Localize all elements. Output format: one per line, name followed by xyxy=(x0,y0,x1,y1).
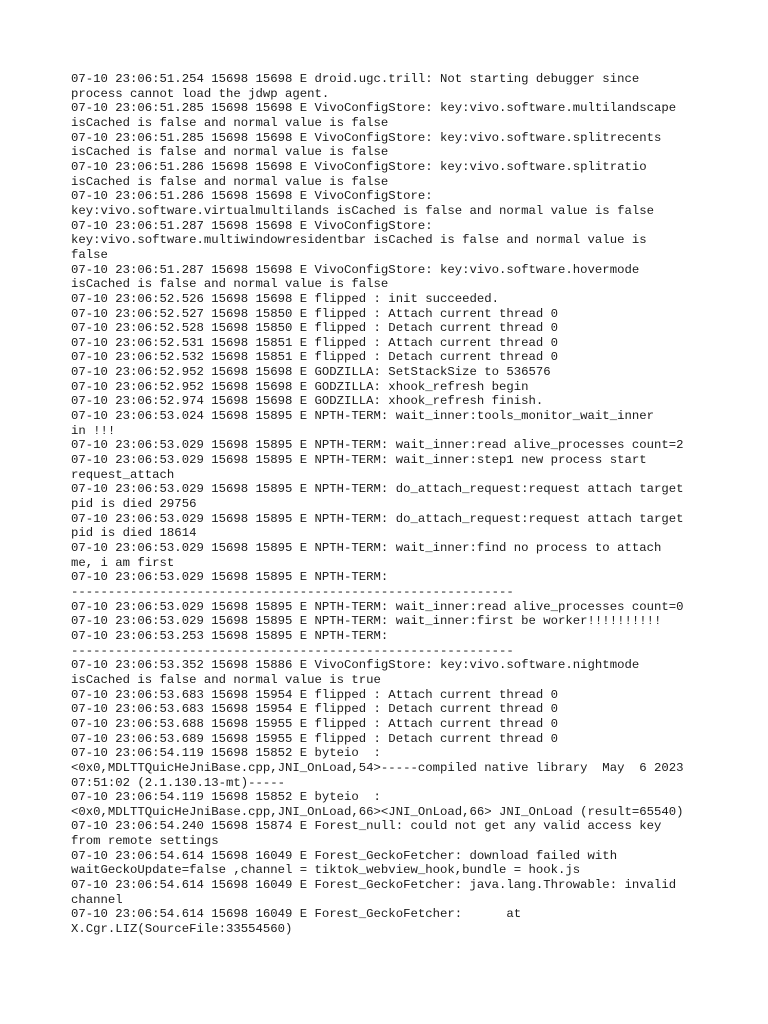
log-output xyxy=(71,72,711,937)
log-line: key:vivo.software.multiwindowresidentbar isCached is false and normal value is xyxy=(71,233,647,248)
log-line: 07-10 23:06:53.029 15698 15895 E NPTH-TERM: xyxy=(71,570,389,585)
log-line: 07-10 23:06:52.531 15698 15851 E flipped : Attach current thread 0 xyxy=(71,335,559,350)
log-line: <0x0,MDLTTQuicHeJniBase.cpp,JNI_OnLoad,66><JNI_OnLoad,66> JNI_OnLoad (result=65540) xyxy=(71,804,684,819)
log-line: 07-10 23:06:53.029 15698 15895 E NPTH-TERM: wait_inner:read alive_processes count=0 xyxy=(71,599,684,614)
log-line: ------------------------------------------------------------ xyxy=(71,643,514,658)
log-line: isCached is false and normal value is false xyxy=(71,145,389,160)
log-line: 07-10 23:06:54.119 15698 15852 E byteio : xyxy=(71,790,381,805)
log-line: 07-10 23:06:51.287 15698 15698 E VivoConfigStore: key:vivo.software.hovermode xyxy=(71,262,640,277)
log-line: 07-10 23:06:51.286 15698 15698 E VivoConfigStore: key:vivo.software.splitratio xyxy=(71,159,647,174)
log-line: 07-10 23:06:53.689 15698 15955 E flipped : Detach current thread 0 xyxy=(71,731,559,746)
log-line: 07-10 23:06:53.029 15698 15895 E NPTH-TERM: do_attach_request:request attach target xyxy=(71,482,684,497)
log-line: 07-10 23:06:53.029 15698 15895 E NPTH-TERM: wait_inner:read alive_processes count=2 xyxy=(71,438,684,453)
log-line: isCached is false and normal value is false xyxy=(71,115,389,130)
log-line: in !!! xyxy=(71,423,116,438)
log-line: request_attach xyxy=(71,467,175,482)
log-line: 07-10 23:06:53.029 15698 15895 E NPTH-TERM: wait_inner:step1 new process start xyxy=(71,453,647,468)
log-line: 07-10 23:06:52.526 15698 15698 E flipped : init succeeded. xyxy=(71,291,500,306)
log-line: <0x0,MDLTTQuicHeJniBase.cpp,JNI_OnLoad,54>-----compiled native library May 6 2023 xyxy=(71,760,684,775)
log-line: ------------------------------------------------------------ xyxy=(71,584,514,599)
log-line: 07-10 23:06:51.285 15698 15698 E VivoConfigStore: key:vivo.software.multilandscape xyxy=(71,101,677,116)
log-line: 07-10 23:06:51.286 15698 15698 E VivoConfigStore: xyxy=(71,189,433,204)
log-line: 07-10 23:06:53.029 15698 15895 E NPTH-TERM: wait_inner:find no process to attach xyxy=(71,541,662,555)
log-line: 07-10 23:06:54.614 15698 16049 E Forest_GeckoFetcher: download failed with xyxy=(71,848,618,863)
log-line: 07-10 23:06:54.240 15698 15874 E Forest_null: could not get any valid access key xyxy=(71,819,662,834)
log-line: process cannot load the jdwp agent. xyxy=(71,86,330,101)
log-line: isCached is false and normal value is false xyxy=(71,174,389,189)
log-line: false xyxy=(71,247,108,262)
log-line: 07-10 23:06:52.532 15698 15851 E flipped : Detach current thread 0 xyxy=(71,350,559,365)
log-line: 07-10 23:06:54.614 15698 16049 E Forest_GeckoFetcher: at xyxy=(71,907,522,922)
log-line: key:vivo.software.virtualmultilands isCached is false and normal value is false xyxy=(71,203,654,218)
log-line: 07-10 23:06:52.527 15698 15850 E flipped : Attach current thread 0 xyxy=(71,306,559,321)
log-line: 07-10 23:06:54.614 15698 16049 E Forest_GeckoFetcher: java.lang.Throwable: invalid xyxy=(71,878,677,893)
log-line: 07-10 23:06:53.253 15698 15895 E NPTH-TERM: xyxy=(71,628,389,643)
log-line: 07-10 23:06:52.528 15698 15850 E flipped : Detach current thread 0 xyxy=(71,321,559,336)
log-line: 07-10 23:06:53.683 15698 15954 E flipped : Attach current thread 0 xyxy=(71,687,559,702)
log-line: 07-10 23:06:51.287 15698 15698 E VivoConfigStore: xyxy=(71,218,433,233)
log-line: me, i am first xyxy=(71,555,175,570)
log-line: waitGeckoUpdate=false ,channel = tiktok_webview_hook,bundle = hook.js xyxy=(71,863,581,878)
log-line: 07-10 23:06:53.024 15698 15895 E NPTH-TERM: wait_inner:tools_monitor_wait_inner xyxy=(71,409,654,424)
log-line: 07:51:02 (2.1.130.13-mt)----- xyxy=(71,775,286,790)
log-line: isCached is false and normal value is false xyxy=(71,277,389,292)
log-line: 07-10 23:06:53.683 15698 15954 E flipped : Detach current thread 0 xyxy=(71,702,559,717)
log-line: 07-10 23:06:53.688 15698 15955 E flipped : Attach current thread 0 xyxy=(71,716,559,731)
log-line: 07-10 23:06:53.352 15698 15886 E VivoConfigStore: key:vivo.software.nightmode xyxy=(71,658,640,673)
log-line: 07-10 23:06:51.254 15698 15698 E droid.ugc.trill: Not starting debugger since xyxy=(71,72,640,86)
log-line: isCached is false and normal value is true xyxy=(71,672,381,687)
log-line: channel xyxy=(71,892,123,907)
log-line: X.Cgr.LIZ(SourceFile:33554560) xyxy=(71,922,293,937)
log-line: 07-10 23:06:52.952 15698 15698 E GODZILLA: SetStackSize to 536576 xyxy=(71,365,551,380)
log-line: 07-10 23:06:53.029 15698 15895 E NPTH-TERM: do_attach_request:request attach target xyxy=(71,511,684,526)
log-line: pid is died 29756 xyxy=(71,497,197,512)
log-line: pid is died 18614 xyxy=(71,526,197,541)
log-line: 07-10 23:06:54.119 15698 15852 E byteio : xyxy=(71,746,381,761)
log-line: 07-10 23:06:52.952 15698 15698 E GODZILLA: xhook_refresh begin xyxy=(71,379,529,394)
log-line: 07-10 23:06:53.029 15698 15895 E NPTH-TERM: wait_inner:first be worker!!!!!!!!!! xyxy=(71,614,662,629)
log-line: 07-10 23:06:52.974 15698 15698 E GODZILLA: xhook_refresh finish. xyxy=(71,394,544,409)
log-line: 07-10 23:06:51.285 15698 15698 E VivoConfigStore: key:vivo.software.splitrecents xyxy=(71,130,662,145)
log-line: from remote settings xyxy=(71,834,219,849)
